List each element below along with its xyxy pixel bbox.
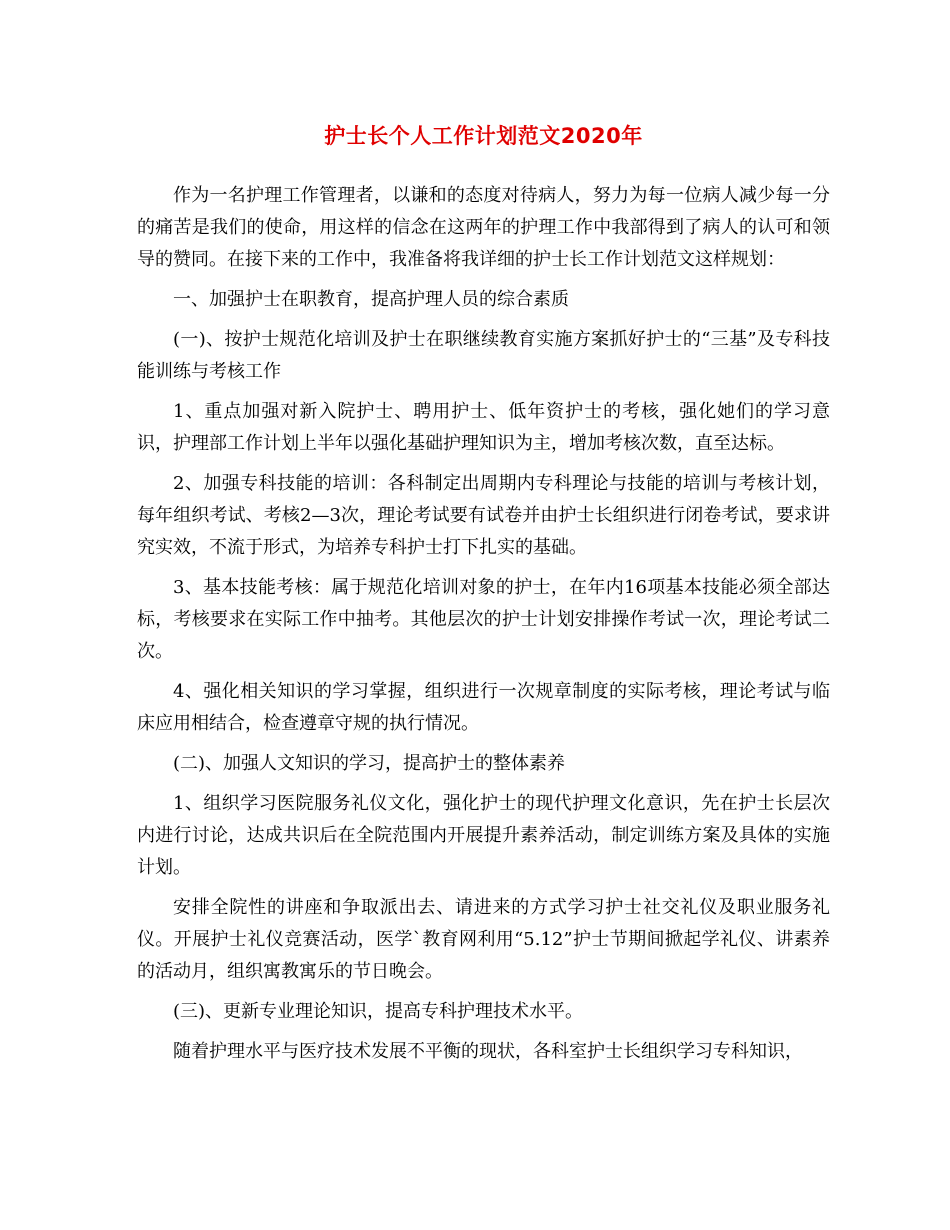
paragraph: 安排全院性的讲座和争取派出去、请进来的方式学习护士社交礼仪及职业服务礼仪。开展护士礼仪竞赛活动，医学`教育网利用“5.12”护士节期间掀起学礼仪、讲素养的活动月，组织寓教寓乐的节日晚会。 — [137, 897, 830, 982]
paragraph: 1、重点加强对新入院护士、聘用护士、低年资护士的考核，强化她们的学习意识，护理部工作计划上半年以强化基础护理知识为主，增加考核次数，直至达标。 — [137, 401, 830, 454]
paragraph: 随着护理水平与医疗技术发展不平衡的现状，各科室护士长组织学习专科知识， — [173, 1041, 803, 1062]
subsection-heading: (二)、加强人文知识的学习，提高护士的整体素养 — [173, 753, 566, 774]
paragraph: 1、组织学习医院服务礼仪文化，强化护士的现代护理文化意识，先在护士长层次内进行讨论，达成共识后在全院范围内开展提升素养活动，制定训练方案及具体的实施计划。 — [137, 793, 830, 878]
section-heading: 一、加强护士在职教育，提高护理人员的综合素质 — [173, 289, 569, 310]
paragraph: 4、强化相关知识的学习掌握，组织进行一次规章制度的实际考核，理论考试与临床应用相结合，检查遵章守规的执行情况。 — [137, 681, 830, 734]
paragraph: 3、基本技能考核：属于规范化培训对象的护士，在年内16项基本技能必须全部达标，考核要求在实际工作中抽考。其他层次的护士计划安排操作考试一次，理论考试二次。 — [137, 577, 830, 662]
paragraph: 作为一名护理工作管理者，以谦和的态度对待病人，努力为每一位病人减少每一分的痛苦是我们的使命，用这样的信念在这两年的护理工作中我部得到了病人的认可和领导的赞同。在接下来的工作中，我准备将我详细的护士长工作计划范文这样规划： — [137, 185, 830, 270]
subsection-heading: (三)、更新专业理论知识，提高专科护理技术水平。 — [173, 1001, 584, 1022]
paragraph: 2、加强专科技能的培训：各科制定出周期内专科理论与技能的培训与考核计划，每年组织考试、考核2—3次，理论考试要有试卷并由护士长组织进行闭卷考试，要求讲究实效，不流于形式，为培养专科护士打下扎实的基础。 — [137, 473, 830, 558]
subsection-heading: (一)、按护士规范化培训及护士在职继续教育实施方案抓好护士的“三基”及专科技能训练与考核工作 — [137, 329, 830, 382]
document-body — [137, 180, 830, 1068]
document-title: 护士长个人工作计划范文2020年 — [324, 124, 643, 148]
